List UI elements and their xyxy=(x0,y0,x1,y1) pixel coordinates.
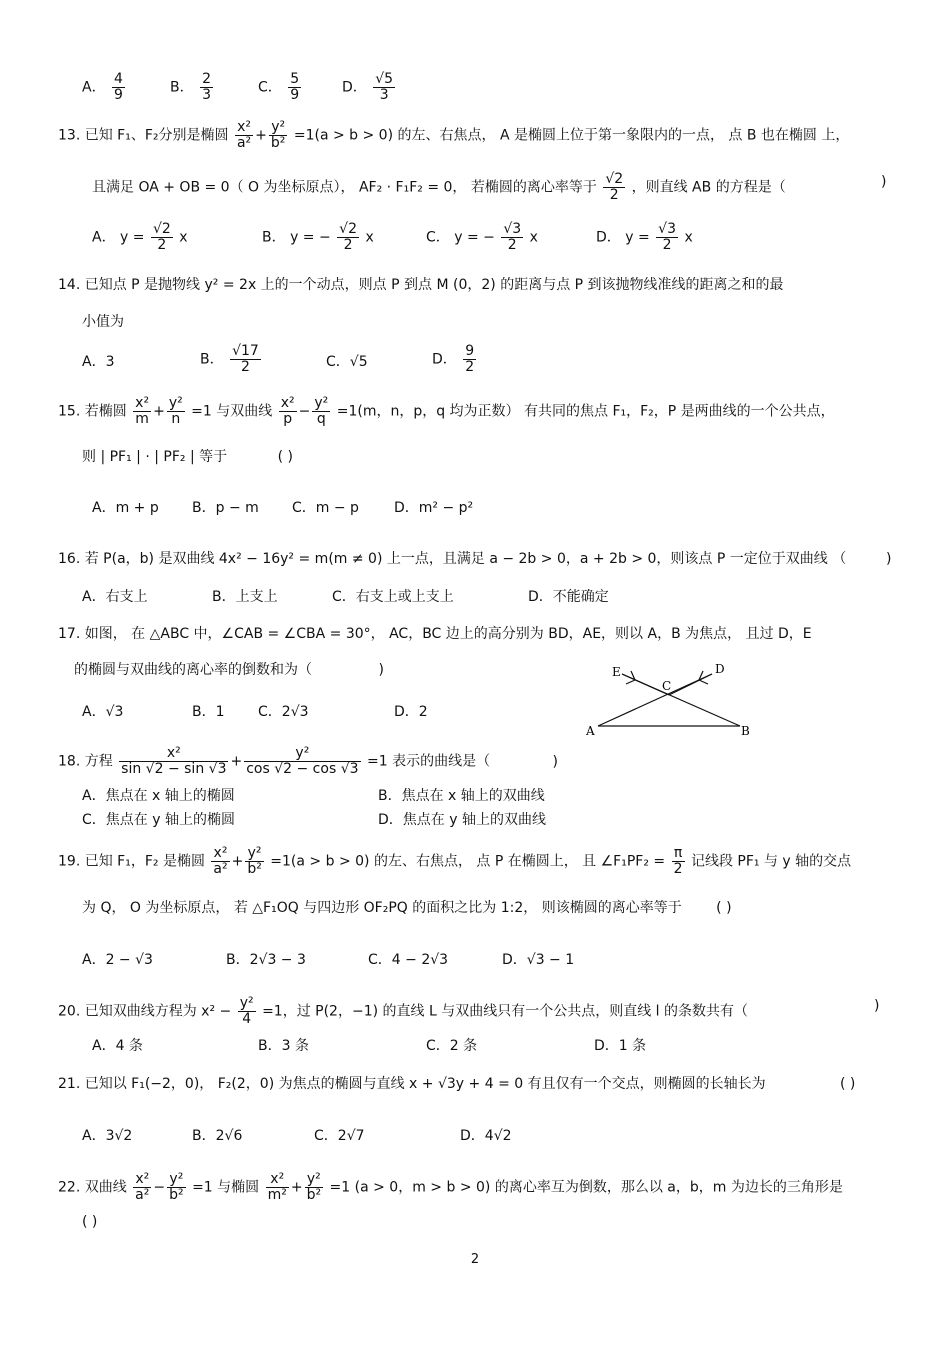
q14-option-d: D． $\frac{9}{2}$ xyxy=(432,343,475,375)
fraction: $\frac{√17}{2}$ xyxy=(232,343,259,375)
q18-option-d: D．焦点在 y 轴上的双曲线 xyxy=(378,812,546,828)
fraction: $\frac{\text{y²}}{\text{b²}}$ xyxy=(306,1171,322,1203)
fraction: $\frac{\text{x²}}{\text{a²}}$ xyxy=(236,119,252,151)
q16-option-a: A．右支上 xyxy=(82,589,148,605)
q15-option-c: C．m − p xyxy=(292,500,359,516)
q19-option-d: D．√3 − 1 xyxy=(502,952,575,968)
q19-line2: 为 Q， O 为坐标原点， 若 △F₁OQ 与四边形 OF₂PQ 的面积之比为 1:2， 则该椭圆的离心率等于 ( ) xyxy=(82,900,732,916)
q13-option-d: D． y = $\frac{√3}{2}$ x xyxy=(596,221,693,253)
q13-option-c: C． y = − $\frac{√3}{2}$ x xyxy=(426,221,538,253)
fraction: $\frac{√5}{3}$ xyxy=(375,71,394,103)
q13-option-a: A． y = $\frac{√2}{2}$ x xyxy=(92,221,188,253)
q20-option-d: D．1 条 xyxy=(594,1038,647,1054)
fraction: $\frac{\text{x²}}{m}$ xyxy=(135,395,150,427)
q21-line1: 21. 已知以 F₁(−2，0)， F₂(2，0) 为焦点的椭圆与直线 x + √3y + 4 = 0 有且仅有一个交点，则椭圆的长轴长为 xyxy=(58,1076,766,1092)
q21-paren: ( ) xyxy=(840,1076,856,1092)
q12-option-c: C． $\frac{5}{9}$ xyxy=(258,71,300,103)
q16-option-b: B．上支上 xyxy=(212,589,278,605)
fraction: $\frac{\pi}{2}$ xyxy=(673,845,683,877)
fraction: $\frac{\text{x²}}{\text{a²}}$ xyxy=(213,845,228,877)
q16-option-c: C．右支上或上支上 xyxy=(332,589,454,605)
q21-option-b: B．2√6 xyxy=(192,1128,243,1144)
q17-option-b: B．1 xyxy=(192,704,225,720)
q19-line1: 19. 已知 F₁，F₂ 是椭圆 $\frac{\text{x²}}{\text{a²}}$ + $\frac{\text{y²}}{\text{b²}}$ =1(a > b > 0) 的左、右焦点， 点 P 在椭圆上， 且 ∠F₁PF₂ = $\frac{\pi}{2}$ 记线段 PF₁ 与 y 轴的交点 xyxy=(58,845,852,877)
q21-option-a: A．3√2 xyxy=(82,1128,133,1144)
fraction: $\frac{\text{x²}}{\text{a²}}$ xyxy=(135,1171,150,1203)
fraction: $\frac{\text{x²}}{\text{m²}}$ xyxy=(267,1171,287,1203)
fraction: $\frac{\text{y²}}{\text{b²}}$ xyxy=(169,1171,184,1203)
fraction: $\frac{√3}{2}$ xyxy=(658,221,676,253)
q18-option-b: B．焦点在 x 轴上的双曲线 xyxy=(378,788,545,804)
q20-paren-close: ) xyxy=(874,998,880,1014)
q15-line2: 则 | PF₁ | · | PF₂ | 等于 ( ) xyxy=(82,449,293,465)
fraction: $\frac{√2}{2}$ xyxy=(152,221,171,253)
q15-option-d: D．m² − p² xyxy=(394,500,474,516)
q21-option-d: D．4√2 xyxy=(460,1128,512,1144)
fraction: $\frac{\text{y²}}{q}$ xyxy=(314,395,329,427)
q13-option-b: B． y = − $\frac{√2}{2}$ x xyxy=(262,221,374,253)
q16-paren-close: ) xyxy=(886,551,892,567)
q14-option-c: C．√5 xyxy=(326,354,368,370)
fraction: $\frac{9}{2}$ xyxy=(465,343,475,375)
q21-option-c: C．2√7 xyxy=(314,1128,365,1144)
triangle-figure xyxy=(582,660,757,740)
q22-line1: 22. 双曲线 $\frac{\text{x²}}{\text{a²}}$ − $\frac{\text{y²}}{\text{b²}}$ =1 与椭圆 $\frac{\text{x²}}{\text{m²}}$ + $\frac{\text{y²}}{\text{b²}}$ =1 (a > 0，m > b > 0) 的离心率互为倒数，那么以 a，b，m 为边长的三角形是 xyxy=(58,1171,843,1203)
q15-line1: 15. 若椭圆 $\frac{\text{x²}}{m}$ + $\frac{\text{y²}}{n}$ =1 与双曲线 $\frac{\text{x²}}{p}$ − $\frac{\text{y²}}{q}$ =1(m，n，p，q 均为正数） 有共同的焦点 F₁，F₂，P 是两曲线的一个公共点， xyxy=(58,395,835,427)
q16-line1: 16. 若 P(a，b) 是双曲线 4x² − 16y² = m(m ≠ 0) 上一点，且满足 a − 2b > 0，a + 2b > 0，则该点 P 一定位于双曲线 （ xyxy=(58,551,847,567)
q20-option-b: B．3 条 xyxy=(258,1038,309,1054)
figure-label-b: B xyxy=(741,724,750,738)
q20-option-c: C．2 条 xyxy=(426,1038,478,1054)
fraction: $\frac{4}{9}$ xyxy=(114,71,123,103)
q12-option-b: B． $\frac{2}{3}$ xyxy=(170,71,211,103)
q19-option-a: A．2 − √3 xyxy=(82,952,153,968)
figure-label-c: C xyxy=(662,679,672,693)
q12-option-a: A． $\frac{4}{9}$ xyxy=(82,71,123,103)
q14-line2: 小值为 xyxy=(82,314,124,330)
q22-line2: ( ) xyxy=(82,1214,98,1230)
q12-option-d: D． $\frac{√5}{3}$ xyxy=(342,71,394,103)
q19-option-b: B．2√3 − 3 xyxy=(226,952,306,968)
fraction: $\frac{\text{y²}}{\text{b²}}$ xyxy=(270,119,286,151)
q15-option-a: A．m + p xyxy=(92,500,159,516)
fraction: $\frac{\text{y²}}{n}$ xyxy=(168,395,183,427)
q13-line2: 且满足 OA + OB = 0（ O 为坐标原点）， AF₂ · F₁F₂ = 0， 若椭圆的离心率等于 $\frac{√2}{2}$ ，则直线 AB 的方程是（ xyxy=(92,171,786,203)
fraction: $\frac{\text{x²}}{p}$ xyxy=(280,395,295,427)
figure-label-a: A xyxy=(586,724,595,738)
figure-label-d: D xyxy=(715,662,725,676)
q15-option-b: B．p − m xyxy=(192,500,259,516)
q17-option-c: C．2√3 xyxy=(258,704,309,720)
q14-option-b: B． $\frac{√17}{2}$ xyxy=(200,343,259,375)
fraction: $\frac{√2}{2}$ xyxy=(339,221,357,253)
fraction: $\frac{5}{9}$ xyxy=(290,71,300,103)
q13-paren-close: ) xyxy=(881,174,887,190)
q18-line1: 18. 方程 $\frac{\text{x²}}{\sin √2 - \sin √3}$ + $\frac{\text{y²}}{\cos √2 - \cos √3}$ =1 表示的曲线是（ ) xyxy=(58,745,558,777)
q17-line1: 17. 如图， 在 △ABC 中，∠CAB = ∠CBA = 30°， AC，BC 边上的高分别为 BD，AE，则以 A，B 为焦点， 且过 D，E xyxy=(58,626,812,642)
q17-line2: 的椭圆与双曲线的离心率的倒数和为（ ) xyxy=(74,662,384,678)
fraction: $\frac{2}{3}$ xyxy=(202,71,211,103)
q18-option-a: A．焦点在 x 轴上的椭圆 xyxy=(82,788,235,804)
q20-line1: 20. 已知双曲线方程为 x² − $\frac{\text{y²}}{4}$ =1，过 P(2，−1) 的直线 L 与双曲线只有一个公共点，则直线 l 的条数共有（ xyxy=(58,995,749,1027)
fraction: $\frac{√2}{2}$ xyxy=(605,171,624,203)
q14-line1: 14. 已知点 P 是抛物线 y² = 2x 上的一个动点，则点 P 到点 M (0，2) 的距离与点 P 到该抛物线准线的距离之和的最 xyxy=(58,277,784,293)
q17-option-d: D．2 xyxy=(394,704,428,720)
figure-label-e: E xyxy=(612,665,621,679)
page-number: 2 xyxy=(470,1252,480,1267)
q14-option-a: A．3 xyxy=(82,354,115,370)
q16-option-d: D．不能确定 xyxy=(528,589,609,605)
fraction: $\frac{\text{x²}}{\sin √2 - \sin √3}$ xyxy=(121,745,227,777)
q19-option-c: C．4 − 2√3 xyxy=(368,952,449,968)
fraction: $\frac{\text{y²}}{\cos √2 - \cos √3}$ xyxy=(246,745,359,777)
q20-option-a: A．4 条 xyxy=(92,1038,143,1054)
q17-option-a: A．√3 xyxy=(82,704,124,720)
q18-option-c: C．焦点在 y 轴上的椭圆 xyxy=(82,812,235,828)
q13-line1: 13. 已知 F₁、F₂分别是椭圆 $\frac{\text{x²}}{\text{a²}}$ + $\frac{\text{y²}}{\text{b²}}$ =1(a > b > 0) 的左、右焦点， A 是椭圆上位于第一象限内的一点， 点 B 也在椭圆 上， xyxy=(58,119,850,151)
fraction: $\frac{√3}{2}$ xyxy=(503,221,522,253)
fraction: $\frac{\text{y²}}{4}$ xyxy=(239,995,254,1027)
fraction: $\frac{\text{y²}}{\text{b²}}$ xyxy=(247,845,262,877)
